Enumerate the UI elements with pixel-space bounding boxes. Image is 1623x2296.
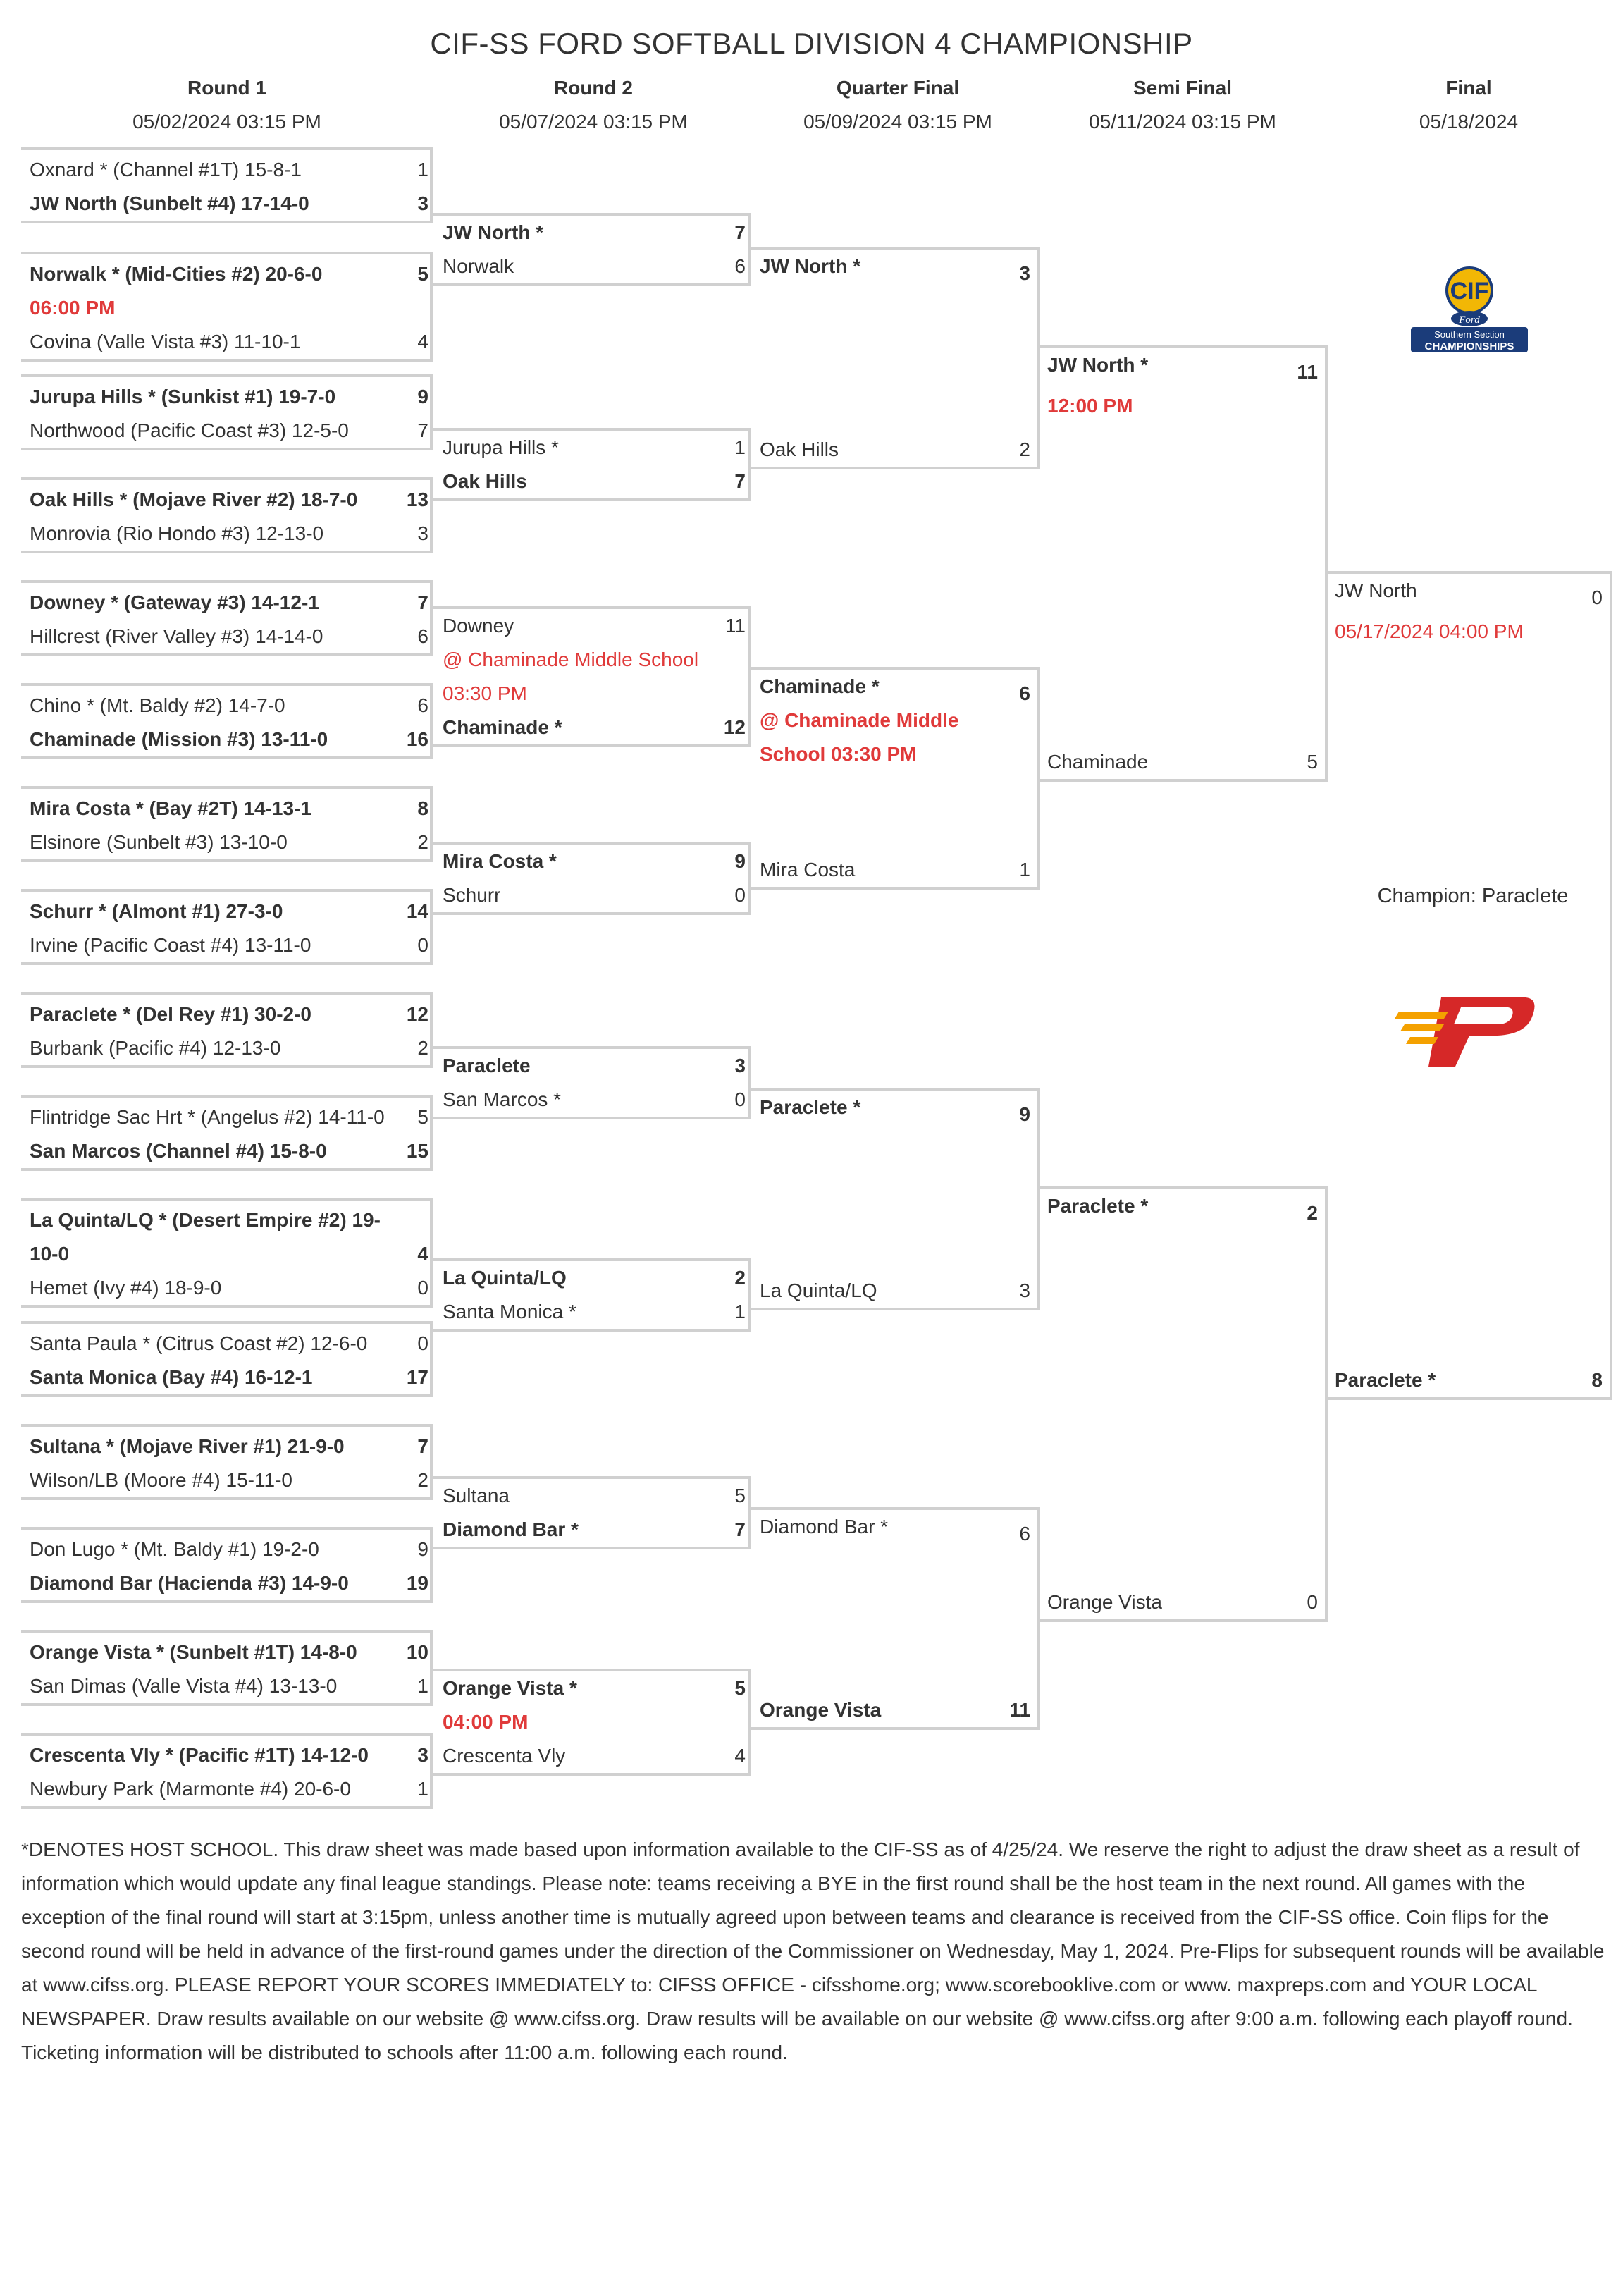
team-name: Oak Hills	[443, 470, 527, 492]
team-score: 11	[1009, 1699, 1030, 1721]
team-name: Northwood (Pacific Coast #3) 12-5-0	[30, 419, 349, 441]
team-name: Downey * (Gateway #3) 14-12-1	[30, 591, 319, 613]
team-name: JW North *	[760, 255, 861, 277]
team-name: Don Lugo * (Mt. Baldy #1) 19-2-0	[30, 1538, 319, 1560]
team-name: Jurupa Hills *	[443, 436, 559, 458]
team-score: 9	[417, 386, 428, 407]
bracket-line-vert	[430, 1630, 433, 1706]
bracket-line-top	[21, 1630, 430, 1633]
team-name: Diamond Bar (Hacienda #3) 14-9-0	[30, 1572, 349, 1594]
bracket-line-vert	[748, 842, 751, 915]
bracket-line-bottom	[21, 1065, 430, 1068]
team-name: Chaminade	[1047, 751, 1149, 773]
paraclete-logo	[1392, 990, 1540, 1072]
team-name: Covina (Valle Vista #3) 11-10-1	[30, 331, 301, 352]
bracket-line-vert	[1037, 1507, 1040, 1730]
team-name: Mira Costa	[760, 859, 856, 880]
team-name: Paraclete *	[1047, 1195, 1149, 1217]
team-name: JW North	[1335, 579, 1417, 601]
team-name: Downey	[443, 615, 514, 637]
team-name: San Marcos *	[443, 1088, 562, 1110]
team-name: La Quinta/LQ	[443, 1267, 567, 1289]
team-score: 6	[417, 694, 428, 716]
team-name: Jurupa Hills * (Sunkist #1) 19-7-0	[30, 386, 336, 407]
bracket-line-bottom	[433, 498, 748, 501]
bracket-line-bottom	[21, 359, 430, 362]
champion-label: Champion: Paraclete	[1377, 885, 1569, 907]
bracket-line-vert	[430, 147, 433, 223]
team-score: 8	[1591, 1369, 1603, 1391]
team-score: 1	[734, 1301, 746, 1322]
team-name: Newbury Park (Marmonte #4) 20-6-0	[30, 1778, 351, 1800]
team-name: Orange Vista	[1047, 1591, 1162, 1613]
bracket-line-vert	[1610, 571, 1612, 1400]
bracket-line-vert	[1037, 247, 1040, 469]
bracket-line-vert	[1325, 345, 1328, 782]
team-name: Diamond Bar *	[443, 1518, 579, 1540]
bracket-line-vert	[430, 580, 433, 656]
bracket-line-top	[21, 580, 430, 583]
bracket-line-vert	[748, 428, 751, 501]
bracket-line-vert	[430, 1198, 433, 1308]
bracket-line-top	[21, 889, 430, 892]
bracket-line-vert	[430, 477, 433, 553]
bracket-line-bottom	[433, 1117, 748, 1119]
bracket-line-vert	[1037, 1088, 1040, 1310]
round-header-5	[1321, 73, 1617, 137]
team-name: Santa Paula * (Citrus Coast #2) 12-6-0	[30, 1332, 368, 1354]
round-header-2	[445, 73, 741, 137]
team-score: 9	[734, 850, 746, 872]
bracket-line-bottom	[1325, 1397, 1610, 1400]
team-score: 3	[417, 522, 428, 544]
team-score: 4	[734, 1745, 746, 1767]
logo-southern-text: Southern Section	[1434, 329, 1505, 340]
bracket-line-vert	[430, 992, 433, 1068]
team-name-cont: 10-0	[30, 1243, 70, 1265]
team-score: 6	[1019, 1523, 1030, 1545]
round-date: 05/07/2024 03:15 PM	[499, 111, 688, 133]
team-score: 5	[1307, 751, 1318, 773]
bracket-line-top	[21, 683, 430, 686]
footnote: *DENOTES HOST SCHOOL. This draw sheet was made based upon information available to the CIF-SS as of 4/25/24. We reserve the right to adjust the draw sheet as a result of information which would update any final league standings. Please note: teams receiving a BYE in the first round shall be the host team in the next round. All games with the exception of the final round will start at 3:15pm, unless another time is mutually agreed upon between teams and clearance is received from the CIF-SS office. Coin flips for the second round will be held in advance of the first-round games under the direction of the Commissioner on Wednesday, May 1, 2024. Pre-Flips for subsequent rounds will be available at www.cifss.org. PLEASE REPORT YOUR SCORES IMMEDIATELY to: CIFSS OFFICE - cifsshome.org; www.scorebooklive.com or www. maxpreps.com and YOUR LOCAL NEWSPAPER. Draw results available on our website @ www.cifss.org. Draw results will be available on our website @ www.cifss.org after 9:00 a.m. following each playoff round. Ticketing information will be distributed to schools after 11:00 a.m. following each round.	[21, 1838, 1605, 2063]
team-score: 5	[734, 1677, 746, 1699]
team-name: Elsinore (Sunbelt #3) 13-10-0	[30, 831, 288, 853]
bracket-line-top	[21, 1527, 430, 1530]
team-name: Norwalk * (Mid-Cities #2) 20-6-0	[30, 263, 323, 285]
bracket-line-bottom	[21, 756, 430, 759]
bracket-line-bottom	[1037, 779, 1325, 782]
team-name: La Quinta/LQ	[760, 1279, 877, 1301]
team-name: Hemet (Ivy #4) 18-9-0	[30, 1277, 222, 1299]
team-score: 5	[734, 1485, 746, 1506]
bracket-line-vert	[430, 1527, 433, 1603]
team-name: Chaminade (Mission #3) 13-11-0	[30, 728, 328, 750]
round-name: Round 1	[187, 77, 266, 99]
team-score: 0	[734, 884, 746, 906]
team-name: Irvine (Pacific Coast #4) 13-11-0	[30, 934, 311, 956]
bracket-line-vert	[430, 252, 433, 362]
game-venue: School 03:30 PM	[760, 743, 917, 765]
bracket-line-vert	[1037, 667, 1040, 890]
team-score: 2	[734, 1267, 746, 1289]
bracket-line-vert	[748, 1046, 751, 1119]
team-score: 1	[417, 1675, 428, 1697]
bracket-line-top	[21, 252, 430, 254]
team-name: Chino * (Mt. Baldy #2) 14-7-0	[30, 694, 285, 716]
bracket-line-bottom	[433, 912, 748, 915]
team-name: Oxnard * (Channel #1T) 15-8-1	[30, 159, 302, 180]
bracket-line-bottom	[21, 962, 430, 965]
game-time: 12:00 PM	[1047, 395, 1133, 417]
team-score: 6	[1019, 682, 1030, 704]
round-header-4	[1035, 73, 1331, 137]
bracket-line-bottom	[21, 1305, 430, 1308]
bracket-line-bottom	[21, 448, 430, 450]
round-name: Semi Final	[1133, 77, 1233, 99]
team-score: 1	[417, 1778, 428, 1800]
bracket-line-top	[21, 1321, 430, 1324]
team-score: 1	[734, 436, 746, 458]
bracket-line-bottom	[21, 1394, 430, 1397]
team-name: Sultana * (Mojave River #1) 21-9-0	[30, 1435, 345, 1457]
bracket-line-vert	[430, 683, 433, 759]
team-name: San Marcos (Channel #4) 15-8-0	[30, 1140, 327, 1162]
team-score: 2	[1307, 1202, 1318, 1224]
bracket-line-vert	[430, 1095, 433, 1171]
team-score: 6	[734, 255, 746, 277]
paraclete-p-icon	[1392, 990, 1540, 1072]
team-name: Burbank (Pacific #4) 12-13-0	[30, 1037, 281, 1059]
team-score: 11	[724, 615, 746, 637]
team-name: Chaminade *	[443, 716, 562, 738]
bracket-line-vert	[430, 1733, 433, 1809]
team-score: 0	[734, 1088, 746, 1110]
team-score: 5	[417, 1106, 428, 1128]
bracket-line-bottom	[433, 283, 748, 286]
bracket-line-vert	[1325, 1186, 1328, 1622]
bracket-line-vert	[748, 606, 751, 747]
game-time: 05/17/2024 04:00 PM	[1335, 620, 1524, 642]
team-name: JW North *	[1047, 354, 1149, 376]
team-name: Santa Monica *	[443, 1301, 576, 1322]
team-name: Schurr	[443, 884, 501, 906]
team-score: 8	[417, 797, 428, 819]
team-score: 16	[406, 728, 428, 750]
round-header-3	[750, 73, 1046, 137]
team-score: 9	[417, 1538, 428, 1560]
bracket-line-bottom	[21, 551, 430, 553]
game-time: 04:00 PM	[443, 1711, 529, 1733]
team-score: 11	[1297, 361, 1318, 383]
team-name: Paraclete *	[760, 1096, 861, 1118]
bracket-line-bottom	[750, 467, 1037, 469]
team-name: Orange Vista * (Sunbelt #1T) 14-8-0	[30, 1641, 357, 1663]
bracket-line-top	[21, 1733, 430, 1736]
team-name: Mira Costa * (Bay #2T) 14-13-1	[30, 797, 311, 819]
team-score: 9	[1019, 1103, 1030, 1125]
bracket-line-bottom	[21, 1497, 430, 1500]
bracket-line-bottom	[1037, 1619, 1325, 1622]
bracket-line-bottom	[21, 1806, 430, 1809]
team-score: 12	[723, 716, 746, 738]
bracket-line-bottom	[21, 221, 430, 223]
team-score: 0	[417, 1277, 428, 1299]
cif-ford-logo	[1402, 262, 1536, 354]
team-score: 3	[1019, 262, 1030, 284]
round-header-1	[79, 73, 375, 137]
bracket-line-bottom	[21, 1600, 430, 1603]
bracket-line-vert	[748, 213, 751, 286]
team-name: Oak Hills	[760, 438, 839, 460]
round-name: Round 2	[554, 77, 633, 99]
round-name: Final	[1445, 77, 1492, 99]
round-date: 05/18/2024	[1419, 111, 1519, 133]
bracket-line-top	[21, 477, 430, 480]
team-score: 7	[417, 591, 428, 613]
team-name: Santa Monica (Bay #4) 16-12-1	[30, 1366, 313, 1388]
bracket-line-top	[21, 1424, 430, 1427]
round-date: 05/02/2024 03:15 PM	[132, 111, 321, 133]
game-time: 06:00 PM	[30, 297, 116, 319]
team-name: Monrovia (Rio Hondo #3) 12-13-0	[30, 522, 324, 544]
bracket-line-top	[21, 786, 430, 789]
bracket-line-bottom	[433, 744, 748, 747]
team-name: Mira Costa *	[443, 850, 557, 872]
team-score: 7	[417, 419, 428, 441]
team-score: 2	[417, 831, 428, 853]
bracket-line-bottom	[750, 1727, 1037, 1730]
round-name: Quarter Final	[836, 77, 960, 99]
team-name: Diamond Bar *	[760, 1516, 889, 1537]
team-score: 1	[1019, 859, 1030, 880]
game-venue: @ Chaminade Middle School	[443, 649, 699, 670]
bracket-line-vert	[430, 889, 433, 965]
team-name: Norwalk	[443, 255, 514, 277]
bracket-line-vert	[430, 1424, 433, 1500]
team-score: 14	[406, 900, 428, 922]
team-name: Wilson/LB (Moore #4) 15-11-0	[30, 1469, 292, 1491]
team-score: 7	[417, 1435, 428, 1457]
bracket-line-top	[21, 147, 430, 150]
team-name: Flintridge Sac Hrt * (Angelus #2) 14-11-0	[30, 1106, 385, 1128]
team-name: Crescenta Vly	[443, 1745, 566, 1767]
bracket-line-bottom	[21, 859, 430, 862]
bracket-line-bottom	[433, 1547, 748, 1549]
team-score: 6	[417, 625, 428, 647]
team-score: 0	[1307, 1591, 1318, 1613]
bracket-line-vert	[748, 1258, 751, 1332]
team-name: Crescenta Vly * (Pacific #1T) 14-12-0	[30, 1744, 369, 1766]
team-score: 2	[417, 1037, 428, 1059]
team-name: Hillcrest (River Valley #3) 14-14-0	[30, 625, 323, 647]
team-score: 15	[406, 1140, 428, 1162]
bracket-line-vert	[430, 374, 433, 450]
team-name: La Quinta/LQ * (Desert Empire #2) 19-	[30, 1209, 381, 1231]
bracket-line-vert	[748, 1669, 751, 1776]
team-name: Paraclete	[443, 1055, 531, 1076]
team-score: 13	[406, 489, 428, 510]
team-score: 12	[406, 1003, 428, 1025]
team-name: Paraclete *	[1335, 1369, 1436, 1391]
team-name: Schurr * (Almont #1) 27-3-0	[30, 900, 283, 922]
game-venue: @ Chaminade Middle	[760, 709, 959, 731]
team-name: JW North (Sunbelt #4) 17-14-0	[30, 192, 309, 214]
team-name: Chaminade *	[760, 675, 880, 697]
bracket-line-top	[21, 374, 430, 377]
team-score: 0	[1591, 587, 1603, 608]
team-score: 3	[734, 1055, 746, 1076]
round-date: 05/11/2024 03:15 PM	[1089, 111, 1276, 133]
team-score: 5	[417, 263, 428, 285]
team-score: 0	[417, 934, 428, 956]
team-score: 1	[417, 159, 428, 180]
team-score: 3	[417, 1744, 428, 1766]
team-score: 10	[406, 1641, 428, 1663]
team-name: Paraclete * (Del Rey #1) 30-2-0	[30, 1003, 311, 1025]
logo-ford-text: Ford	[1459, 314, 1480, 326]
bracket-line-bottom	[433, 1773, 748, 1776]
team-score: 7	[734, 221, 746, 243]
cif-logo-icon	[1402, 262, 1536, 354]
bracket-line-top	[21, 992, 430, 995]
team-score: 7	[734, 1518, 746, 1540]
bracket-line-vert	[430, 786, 433, 862]
bracket-line-vert	[748, 1476, 751, 1549]
team-score: 3	[417, 192, 428, 214]
bracket-line-bottom	[21, 1703, 430, 1706]
team-name: Orange Vista	[760, 1699, 882, 1721]
round-date: 05/09/2024 03:15 PM	[803, 111, 992, 133]
bracket-line-bottom	[21, 1168, 430, 1171]
team-score: 3	[1019, 1279, 1030, 1301]
team-name: JW North *	[443, 221, 544, 243]
team-name: Oak Hills * (Mojave River #2) 18-7-0	[30, 489, 358, 510]
team-score: 4	[417, 331, 428, 352]
team-name: San Dimas (Valle Vista #4) 13-13-0	[30, 1675, 338, 1697]
bracket-line-top	[21, 1095, 430, 1098]
team-score: 7	[734, 470, 746, 492]
team-score: 2	[1019, 438, 1030, 460]
bracket-line-bottom	[750, 887, 1037, 890]
team-name: Orange Vista *	[443, 1677, 577, 1699]
team-score: 17	[406, 1366, 428, 1388]
bracket-line-bottom	[750, 1308, 1037, 1310]
page-title: CIF-SS FORD SOFTBALL DIVISION 4 CHAMPIONSHIP	[430, 27, 1193, 60]
bracket-line-bottom	[433, 1329, 748, 1332]
bracket-line-vert	[430, 1321, 433, 1397]
game-time: 03:30 PM	[443, 682, 527, 704]
team-score: 4	[417, 1243, 428, 1265]
bracket-line-bottom	[21, 653, 430, 656]
team-name: Sultana	[443, 1485, 510, 1506]
team-score: 0	[417, 1332, 428, 1354]
logo-championships-text: CHAMPIONSHIPS	[1424, 340, 1514, 352]
team-score: 2	[417, 1469, 428, 1491]
team-score: 19	[406, 1572, 428, 1594]
logo-cif-text: CIF	[1450, 278, 1489, 305]
bracket-line-top	[21, 1198, 430, 1201]
